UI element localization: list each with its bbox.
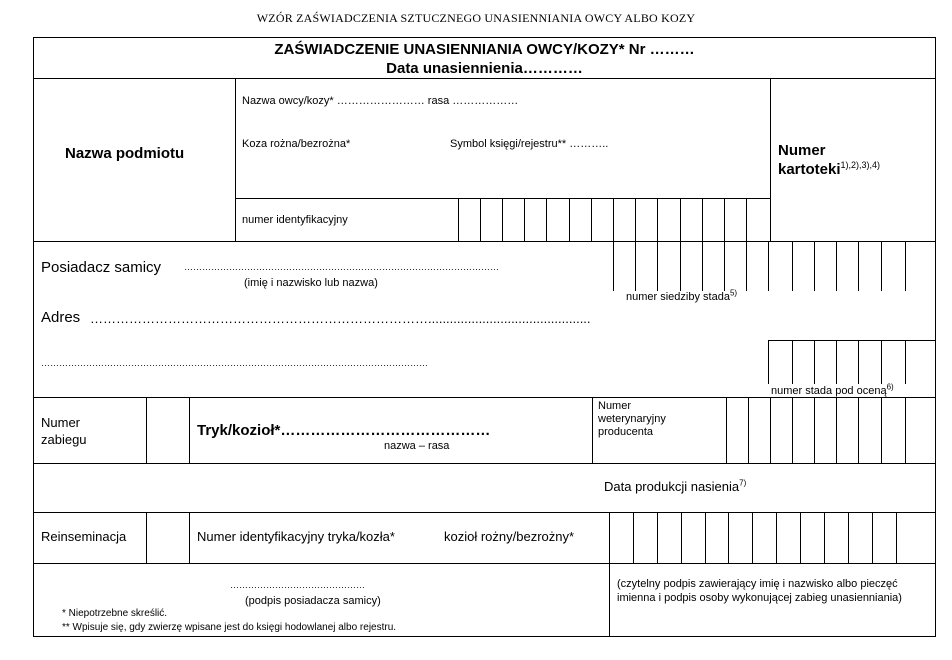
address-field[interactable]: ……………………………………………………………………............................................. (90, 311, 591, 326)
footnote-2: ** Wpisuje się, gdy zwierzę wpisane jest do księgi hodowlanej albo rejestru. (62, 622, 397, 633)
footnote-1: * Niepotrzebne skreślić. (62, 608, 168, 619)
entity-name-label: Nazwa podmiotu (65, 145, 185, 162)
reinsemination-label: Reinseminacja (41, 529, 127, 544)
ram-id-label: Numer identyfikacyjny tryka/kozła* (197, 529, 395, 544)
owner-hint: (imię i nazwisko lub nazwa) (244, 277, 378, 289)
insemination-date: Data unasiennienia………… (386, 60, 583, 77)
horn-status-label: kozioł rożny/bezrożny* (444, 529, 575, 544)
address-field-line2[interactable]: ………………………………………………………………………………………………………………… (41, 358, 428, 368)
semen-date-label: Data produkcji nasienia$^{7)}$ (604, 478, 747, 494)
vet-number-label: Numer weterynaryjny producenta (598, 400, 666, 438)
herd-site-label: numer siedziby stada$^{5)}$ (626, 288, 738, 303)
register-symbol-field[interactable]: Symbol księgi/rejestru** ……….. (450, 138, 609, 150)
herd-eval-label: numer stada pod oceną$^{6)}$ (771, 382, 894, 397)
owner-label: Posiadacz samicy (41, 259, 162, 276)
horn-status-field[interactable]: Koza rożna/bezrożna* (242, 138, 351, 150)
inseminator-signature-note: (czytelny podpis zawierający imię i nazwisko albo pieczęć imienna i podpis osoby wykonującej zabieg unasienniania) (617, 578, 902, 604)
form-title: ZAŚWIADCZENIE UNASIENNIANIA OWCY/KOZY* Nr ……… (274, 41, 695, 58)
document-header: WZÓR ZAŚWIADCZENIA SZTUCZNEGO UNASIENNIANIA OWCY ALBO KOZY (256, 11, 696, 25)
address-label: Adres (41, 309, 81, 326)
ram-hint: nazwa – rasa (384, 440, 450, 452)
procedure-number-label: Numer zabiegu (41, 415, 87, 447)
ram-field[interactable]: Tryk/kozioł*…………………………………… (197, 422, 491, 439)
owner-signature-label: (podpis posiadacza samicy) (245, 595, 381, 607)
id-number-label: numer identyfikacyjny (242, 214, 348, 226)
card-number-label: Numer kartoteki$^{1),2),3),4)}$ (778, 142, 881, 178)
animal-name-field[interactable]: Nazwa owcy/kozy* …………………… rasa ……………… (242, 95, 519, 107)
owner-field[interactable]: …………………………………………………………………………………………… (184, 262, 499, 272)
owner-signature-line[interactable]: ……………………………………… (230, 580, 365, 590)
